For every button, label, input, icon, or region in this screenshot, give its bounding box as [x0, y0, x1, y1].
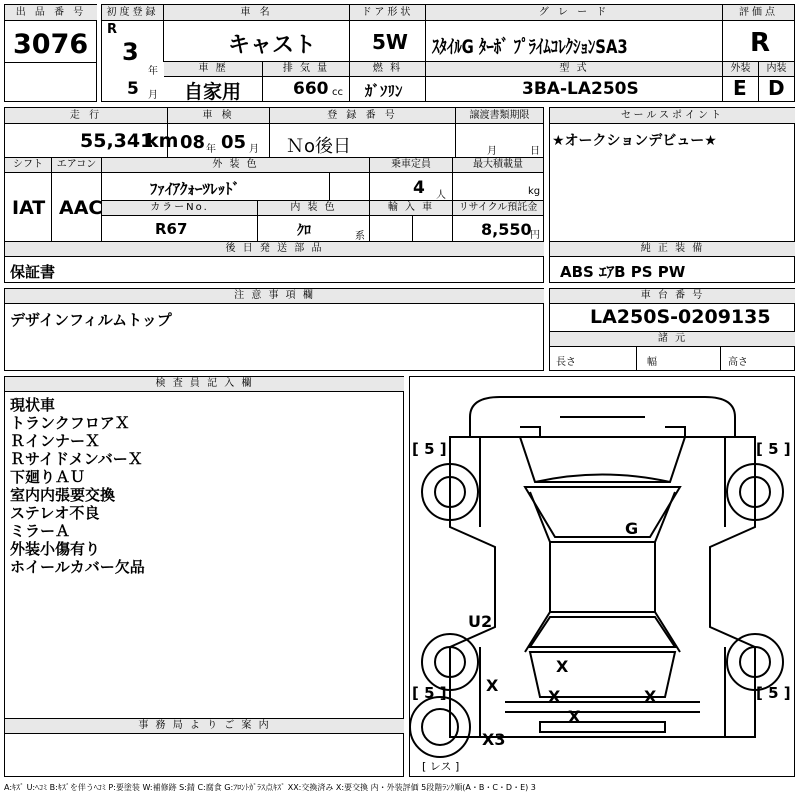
- sales-point-box: [549, 107, 795, 242]
- dimensions-label: 諸 元: [550, 332, 795, 347]
- inspector-note-line: ミラーＡ: [10, 522, 71, 540]
- month-unit: 月: [148, 90, 158, 101]
- equipment-box: [549, 241, 795, 283]
- inspector-note-line: 室内内張要交換: [10, 486, 116, 504]
- inspection-year: 08: [180, 132, 206, 153]
- mark-replace-4: X: [644, 687, 657, 706]
- notes-label: 注 意 事 項 欄: [5, 289, 544, 304]
- mark-replace-5: X: [568, 707, 581, 726]
- car-diagram-box: [409, 376, 795, 777]
- inspector-note-line: トランクフロアＸ: [10, 414, 130, 432]
- inspector-note-line: 現状車: [10, 396, 56, 414]
- tire-front-left: [ 5 ]: [412, 440, 447, 458]
- later-parts: 保証書: [10, 263, 56, 281]
- era: R: [107, 22, 118, 37]
- tire-front-right: [ 5 ]: [756, 440, 791, 458]
- tire-rear-left: [ 5 ]: [412, 684, 447, 702]
- door-label: ドア形状: [350, 5, 426, 21]
- interior-color: ｸﾛ: [297, 223, 311, 239]
- inspector-note-line: ステレオ不良: [10, 504, 100, 522]
- mileage-label: 走 行: [5, 108, 168, 124]
- chassis-box: [549, 288, 795, 371]
- height-label: 高さ: [728, 357, 748, 368]
- displacement: 660: [293, 79, 329, 99]
- grade-label: グ レ ー ド: [426, 5, 723, 21]
- recycle-label: リサイクル預託金: [453, 201, 543, 216]
- lot-number: 3076: [13, 29, 89, 60]
- shift-label: シフト: [5, 158, 52, 173]
- inspector-note-line: ＲインナーＸ: [10, 432, 101, 450]
- exterior-color-label: 外 装 色: [102, 158, 370, 173]
- car-condition-diagram: [410, 377, 794, 776]
- mark-glass-chip: G: [625, 519, 639, 538]
- displacement-unit: cc: [332, 87, 343, 98]
- grade: ｽﾀｲﾙG ﾀｰﾎﾞ ﾌﾟﾗｲﾑｺﾚｸｼｮﾝSA3: [432, 36, 628, 58]
- transfer-deadline-label: 譲渡書類期限: [456, 108, 543, 124]
- capacity: 4: [413, 178, 425, 198]
- door-type: 5W: [372, 30, 408, 54]
- registration-month: 5: [127, 79, 139, 99]
- exterior-grade: E: [733, 76, 747, 100]
- color-number: R67: [155, 220, 188, 238]
- interior-label: 内装: [759, 62, 794, 77]
- inspector-notes-list: [10, 396, 145, 576]
- mark-replace-2: X: [486, 676, 499, 695]
- inspector-note-line: ホイールカバー欠品: [10, 558, 145, 576]
- mark-replace-1: X: [556, 657, 569, 676]
- recycle-unit: 円: [530, 230, 540, 241]
- capacity-unit: 人: [436, 190, 446, 201]
- mark-dent-u2: U2: [468, 612, 493, 631]
- score: R: [750, 28, 771, 58]
- transfer-day-unit: 日: [530, 146, 540, 157]
- inspector-notes-label: 検 査 員 記 入 欄: [5, 377, 404, 392]
- exterior-label: 外装: [723, 62, 759, 77]
- lot-number-label: 出 品 番 号: [5, 5, 97, 21]
- sales-point: ★オークションデビュー★: [552, 133, 717, 149]
- plate-number: Ｎo後日: [286, 136, 352, 157]
- mark-replace-x3: X3: [482, 730, 506, 749]
- score-label: 評価点: [723, 5, 794, 21]
- damage-legend: A:ｷｽﾞ U:ﾍｺﾐ B:ｷｽﾞを伴うﾍｺﾐ P:要塗装 W:補修跡 S:錆 C:腐食 G:ﾌﾛﾝﾄｶﾞﾗｽ点ｷｽﾞ XX:交換済み X:要交換 内・外装評価 5段階ﾗﾝｸ順(A・B・C・D・E) 3: [4, 783, 536, 792]
- lot-number-box: [4, 4, 97, 102]
- width-label: 幅: [647, 357, 657, 368]
- notes-text: デザインフィルムトップ: [10, 311, 172, 329]
- later-parts-box: [4, 241, 544, 283]
- office-notice-label: 事 務 局 よ り ご 案 内: [5, 719, 404, 734]
- year-unit: 年: [148, 66, 158, 77]
- vehicle-history: 自家用: [184, 81, 242, 103]
- interior-grade: D: [768, 76, 785, 100]
- model-label: 型 式: [426, 62, 723, 77]
- length-label: 長さ: [556, 357, 576, 368]
- spare-tire-less: [ レス ]: [422, 760, 460, 773]
- displacement-label: 排 気 量: [263, 62, 350, 77]
- exterior-color: ﾌｧｲｱｸｫｰﾂﾚｯﾄﾞ: [150, 180, 241, 198]
- chassis-label: 車 台 番 号: [550, 289, 795, 304]
- registration-year: 3: [122, 38, 139, 66]
- inspector-note-line: 下廻りＡＵ: [10, 468, 86, 486]
- inspector-note-line: 外装小傷有り: [10, 540, 101, 558]
- later-parts-label: 後 日 発 送 部 品: [5, 242, 544, 257]
- first-registration-label: 初度登録: [102, 5, 164, 21]
- tire-rear-right: [ 5 ]: [756, 684, 791, 702]
- sales-point-label: セールスポイント: [550, 108, 795, 124]
- color-number-label: カラーNo.: [102, 201, 258, 216]
- import-label: 輸 入 車: [370, 201, 453, 216]
- car-name: キャスト: [228, 33, 317, 58]
- max-load-label: 最大積載量: [453, 158, 543, 173]
- mileage-unit: km: [146, 130, 179, 152]
- model-code: 3BA-LA250S: [522, 79, 639, 99]
- mark-replace-3: X: [548, 687, 561, 706]
- fuel-label: 燃 料: [350, 62, 426, 77]
- inspection-label: 車 検: [168, 108, 270, 124]
- capacity-label: 乗車定員: [370, 158, 453, 173]
- detail-table: [4, 107, 544, 242]
- inspection-month: 05: [221, 132, 247, 153]
- inspection-month-unit: 月: [249, 144, 259, 155]
- interior-color-unit: 系: [355, 231, 365, 242]
- fuel: ｶﾞｿﾘﾝ: [365, 82, 403, 100]
- inspector-notes-box: [4, 376, 404, 777]
- equipment: ABS ｴｱB PS PW: [560, 263, 686, 281]
- ac-label: エアコン: [52, 158, 102, 173]
- max-load-unit: kg: [528, 186, 541, 197]
- notes-box: [4, 288, 544, 371]
- history-label: 車 歴: [164, 62, 263, 77]
- transfer-month-unit: 月: [487, 146, 497, 157]
- shift-type: IAT: [12, 197, 46, 219]
- inspection-year-unit: 年: [206, 144, 216, 155]
- plate-label: 登 録 番 号: [270, 108, 456, 124]
- car-name-label: 車 名: [164, 5, 350, 21]
- inspector-note-line: ＲサイドメンバーＸ: [10, 450, 143, 468]
- ac-type: AAC: [59, 197, 103, 219]
- interior-color-label: 内 装 色: [258, 201, 370, 216]
- equipment-label: 純 正 装 備: [550, 242, 795, 257]
- mileage: 55,341: [80, 130, 154, 152]
- chassis-number: LA250S-0209135: [590, 306, 771, 328]
- recycle-deposit: 8,550: [481, 220, 532, 239]
